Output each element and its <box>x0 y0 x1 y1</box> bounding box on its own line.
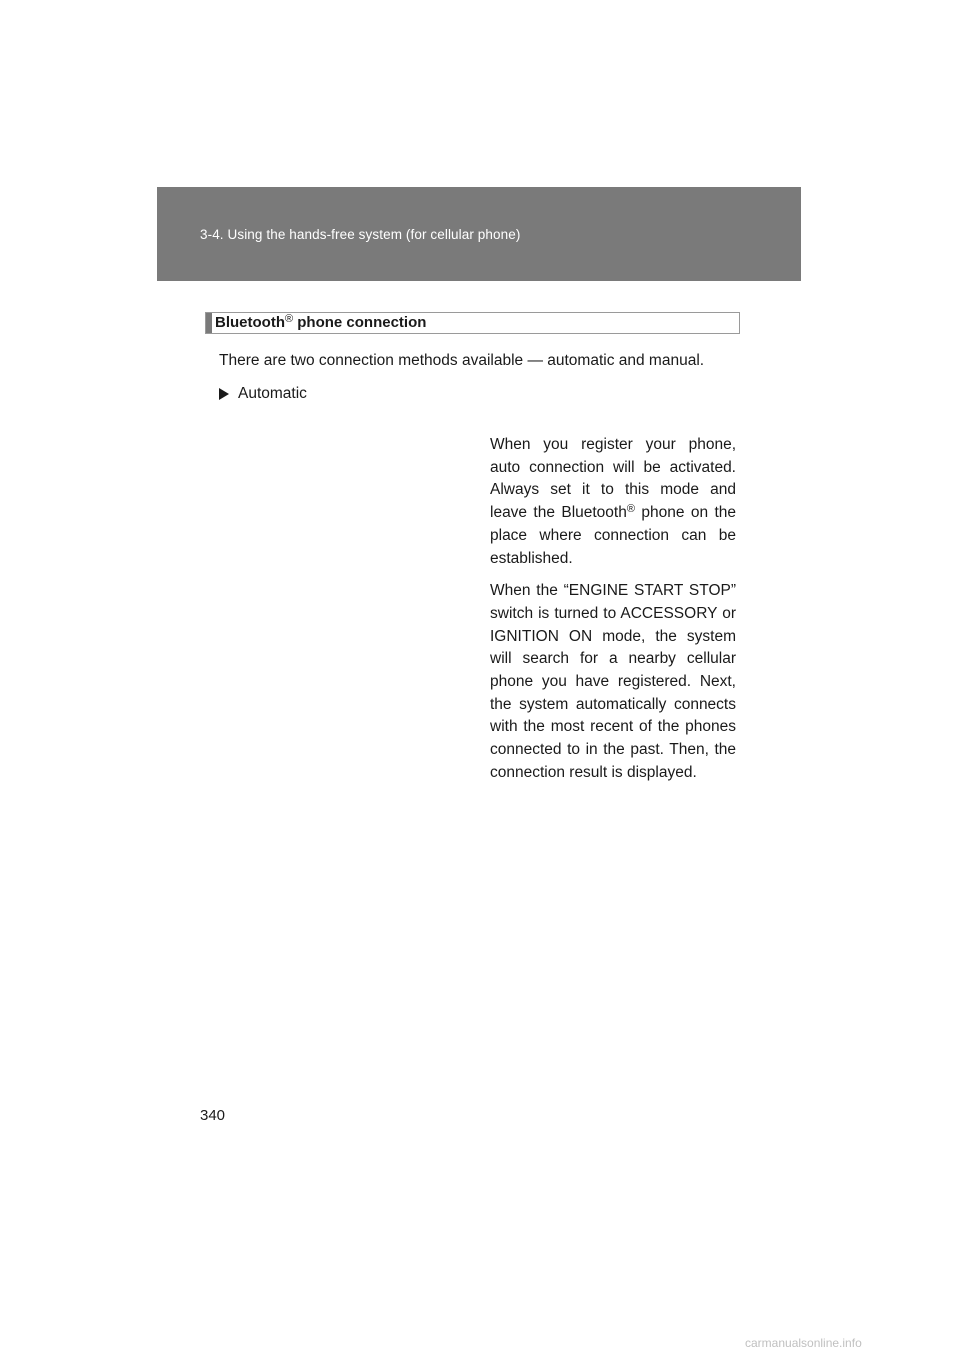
heading-main: Bluetooth <box>215 314 285 331</box>
paragraph-text: phone on the place where connection can be established. <box>490 504 736 567</box>
section-heading <box>215 314 426 331</box>
bullet-label: Automatic <box>238 385 307 402</box>
bullet-automatic <box>219 385 307 403</box>
page-number: 340 <box>200 1107 226 1124</box>
section-reference: 3-4. Using the hands-free system (for cellular phone) <box>200 227 521 242</box>
registered-mark: ® <box>626 503 635 516</box>
intro-paragraph: There are two connection methods available — automatic and manual. <box>219 352 705 369</box>
watermark: carmanualsonline.info <box>745 1336 862 1350</box>
heading-accent-bar <box>206 313 212 333</box>
paragraph-text: When you register your phone, auto connection will be activated. Always set it to this mode and leave the Bluetooth <box>490 436 736 522</box>
registered-mark: ® <box>284 313 294 325</box>
section-heading-box <box>205 312 740 334</box>
paragraph-auto-connection <box>490 434 736 570</box>
heading-rest: phone connection <box>293 314 427 331</box>
right-triangle-icon <box>219 388 229 400</box>
chapter-header-band <box>157 187 801 281</box>
paragraph-engine-start: When the “ENGINE START STOP” switch is turned to ACCESSORY or IGNITION ON mode, the system will search for a nearby cellular phone you have registered. Next, the system automatically connects with the most recent of the phones connected to in the past. Then, the connection result is displayed. <box>490 582 736 781</box>
body-text-column <box>490 434 736 795</box>
